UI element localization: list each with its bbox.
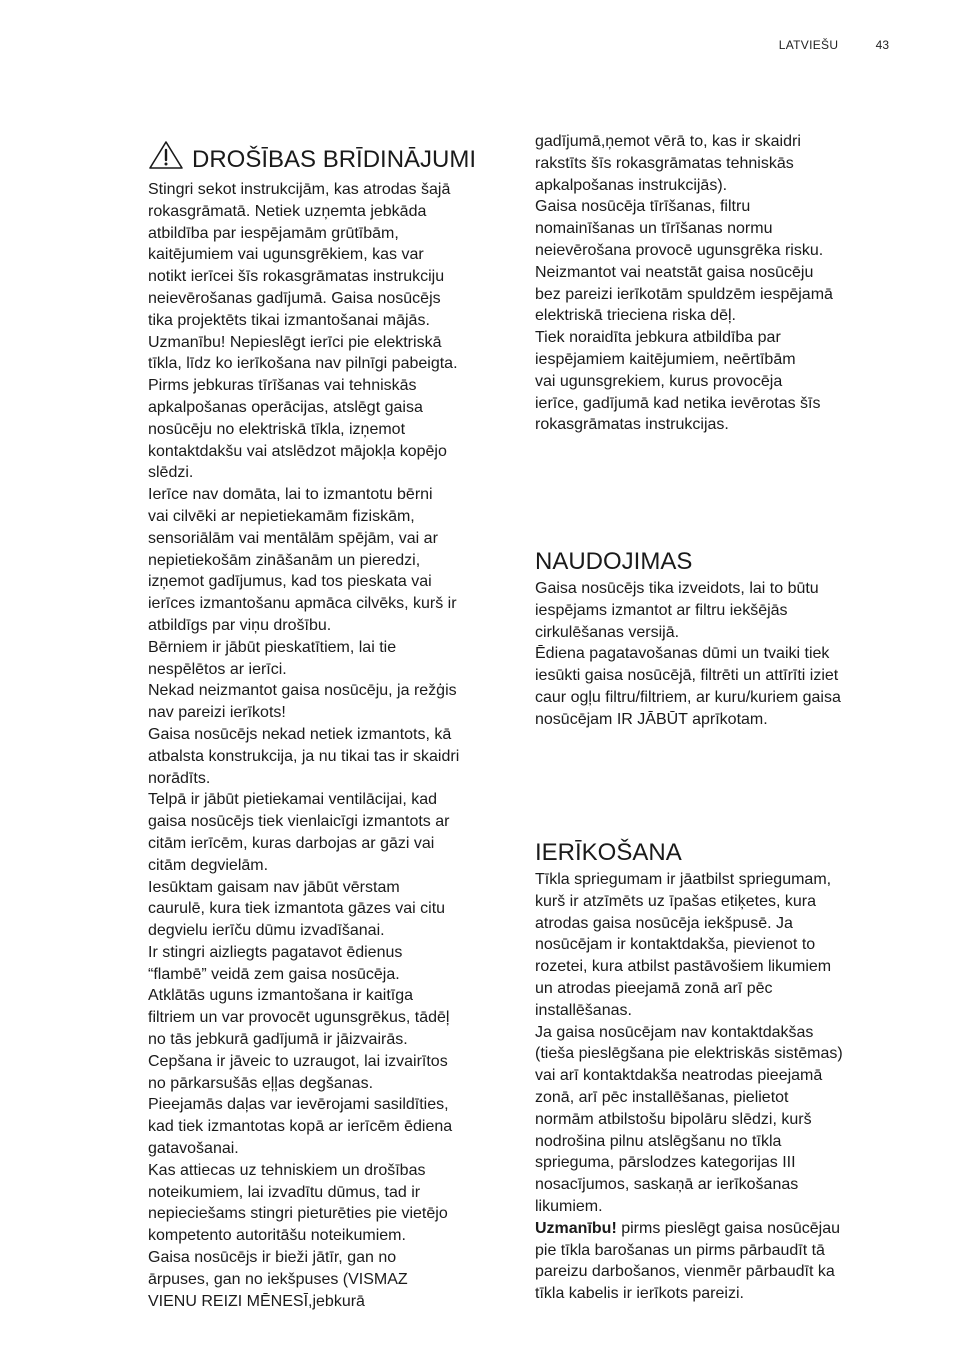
warning-bold-label: Uzmanību! — [535, 1219, 617, 1237]
usage-title: NAUDOJIMAS — [535, 548, 693, 575]
installation-text: Tīkla spriegumam ir jāatbilst spriegumam, kurš ir atzīmēts uz īpašas etiķetes, kura atrodas gaisa nosūcēja iekšpusē. Ja nosūcējam ir kontaktdakša, pievienot to rozetei, kura atbilst pastāvošiem likumiem un atrodas pieejamā zonā arī pēc installēšanas. Ja gaisa nosūcējam nav kontaktdakšas (tieša pieslēgšana pie elektriskās sistēmas) vai arī kontaktdakša neatrodas pieejamā zonā, arī pēc installēšanas, pielietot normām atbilstošu bipolāru slēdzi, kurš nodrošina pilnu atslēgšanu no tīkla sprieguma, pārslodzes kategorijas III nosacījumos, saskaņā ar ierīkošanas likumiem. — [535, 871, 843, 1215]
usage-text: Gaisa nosūcējs tika izveidots, lai to būtu iespējams izmantot ar filtru iekšējās cirkulēšanas versijā. Ēdiena pagatavošanas dūmi un tvaiki tiek iesūkti gaisa nosūcējā, filtrēti un attīrīti iziet caur ogļu filtru/filtriem, ar kuru/kuriem gaisa nosūcējam IR JĀBŪT aprīkotam. — [535, 580, 841, 728]
language-label: LATVIEŠU — [778, 38, 839, 52]
safety-text-left: Stingri sekot instrukcijām, kas atrodas šajā rokasgrāmatā. Netiek uzņemta jebkāda atbildība par iespējamām grūtībām, kaitējumiem vai ugunsgrēkiem, kas var notikt ierīcei šīs rokasgrāmatas instrukciju neievērošanas gadījumā. Gaisa nosūcējs tika projektēts tikai izmantošanai mājās. Uzmanību! Nepieslēgt ierīci pie elektriskā tīkla, līdz ko ierīkošana nav pilnīgi pabeigta. Pirms jebkuras tīrīšanas vai tehniskās apkalpošanas operācijas, atslēgt gaisa nosūcēju no elektriskā tīkla, izņemot kontaktdakšu vai atslēdzot mājokļa kopējo slēdzi. Ierīce nav domāta, lai to izmantotu bērni vai cilvēki ar nepietiekamām fiziskām, sensoriālām vai mentālām spējām, vai ar nepietiekošām zināšanām un pieredzi, izņemot gadījumus, kad tos pieskata vai ierīces izmantošanu apmāca cilvēks, kurš ir atbildīgs par viņu drošību. Bērniem ir jābūt pieskatītiem, lai tie nespēlētos ar ierīci. Nekad neizmantot gaisa nosūcēju, ja režģis nav pareizi ierīkots! Gaisa nosūcējs nekad netiek izmantots, kā atbalsta konstrukcija, ja nu tikai tas ir skaidri norādīts. Telpā ir jābūt pietiekamai ventilācijai, kad gaisa nosūcējs tiek vienlaicīgi izmantots ar citām ierīcēm, kuras darbojas ar gāzi vai citām degvielām. Iesūktam gaisam nav jābūt vērstam caurulē, kura tiek izmantota gāzes vai citu degvielu ierīču dūmu izvadīšanai. Ir stingri aizliegts pagatavot ēdienus “flambē” veidā zem gaisa nosūcēja. Atklātās uguns izmantošana ir kaitīga filtriem un var provocēt ugunsgrēkus, tādēļ no tās jebkurā gadījumā ir jāizvairās. Cepšana ir jāveic to uzraugot, lai izvairītos no pārkarsušās eļļas degšanas. Pieejamās daļas var ievērojami sasildīties, kad tiek izmantotas kopā ar ierīcēm ēdiena gatavošanai. Kas attiecas uz tehniskiem un drošības noteikumiem, lai izvadītu dūmus, tad ir nepieciešams stingri pieturēties pie vietējo kompetento autoritāšu noteikumiem. Gaisa nosūcējs ir bieži jātīr, gan no ārpuses, gan no iekšpuses (VISMAZ VIENU REIZI MĒNESĪ,jebkurā — [148, 181, 460, 1310]
safety-title: DROŠĪBAS BRĪDINĀJUMI — [192, 146, 477, 173]
installation-warning — [535, 1218, 895, 1305]
page-header — [779, 38, 889, 52]
installation-section — [535, 838, 895, 1305]
safety-heading — [148, 140, 508, 178]
warning-text: pirms pieslēgt gaisa nosūcējau pie tīkla barošanas un pirms pārbaudīt tā pareizu darbošanos, vienmēr pārbaudīt ka tīkla kabelis ir ierīkots pareizi. — [535, 1219, 841, 1303]
page-number: 43 — [875, 38, 889, 52]
warning-triangle-icon — [148, 140, 184, 178]
installation-title: IERĪKOŠANA — [535, 839, 682, 866]
usage-section — [535, 547, 895, 731]
safety-text-right: gadījumā,ņemot vērā to, kas ir skaidri rakstīts šīs rokasgrāmatas tehniskās apkalpošanas instrukcijās). Gaisa nosūcēja tīrīšanas, filtru nomainīšanas un tīrīšanas normu neievērošana provocē ugunsgrēka risku. Neizmantot vai neatstāt gaisa nosūcēju bez pareizi ierīkotām spuldzēm iespējamā elektriskā trieciena riska dēļ. Tiek noraidīta jebkura atbildība par iespējamiem kaitējumiem, neērtībām vai ugunsgrekiem, kurus provocēja ierīce, gadījumā kad netika ievērotas šīs rokasgrāmatas instrukcijas. — [535, 133, 833, 434]
safety-continued — [535, 131, 895, 436]
safety-section — [148, 140, 508, 1312]
